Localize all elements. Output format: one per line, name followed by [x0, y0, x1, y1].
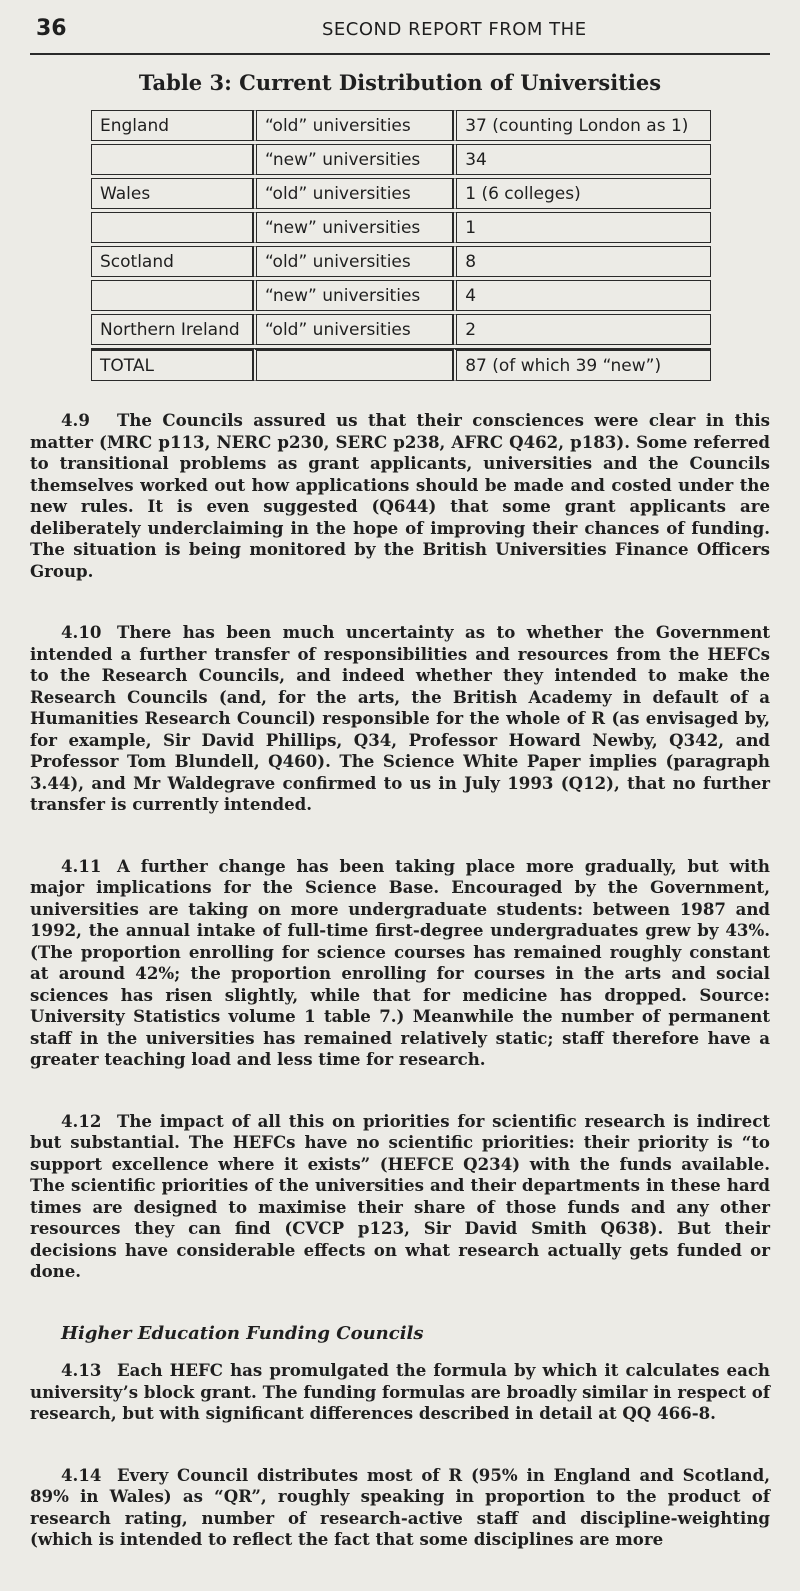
paragraph	[30, 856, 770, 1071]
paragraph	[30, 622, 770, 816]
count-cell: 4	[453, 280, 711, 311]
type-cell: “new” universities	[253, 212, 453, 243]
paragraph	[30, 1360, 770, 1425]
region-cell: Wales	[91, 178, 253, 209]
count-cell: 34	[453, 144, 711, 175]
paragraph-number: 4.9	[61, 410, 90, 430]
count-cell: 2	[453, 314, 711, 345]
region-cell: TOTAL	[91, 348, 253, 381]
running-head: SECOND REPORT FROM THE	[322, 19, 587, 40]
paragraph-number: 4.13	[61, 1360, 102, 1380]
count-cell: 87 (of which 39 “new”)	[453, 348, 711, 381]
count-cell: 37 (counting London as 1)	[453, 110, 711, 141]
paragraph-text: A further change has been taking place more gradually, but with major implications for the Science Base. Encouraged by the Government, universities are taking on more undergraduate students: between 1987 and 1992, the annual intake of full-time first-degree undergraduates grew by 43%. (The proportion enrolling for science courses has remained roughly constant at around 42%; the proportion enrolling for courses in the arts and social sciences has risen slightly, while that for medicine has dropped. Source: University Statistics volume 1 table 7.) Meanwhile the number of permanent staff in the universities has remained relatively static; staff therefore have a greater teaching load and less time for research.	[30, 855, 770, 1069]
type-cell: “new” universities	[253, 280, 453, 311]
table-row	[91, 280, 711, 311]
paragraph	[30, 1465, 770, 1551]
type-cell: “old” universities	[253, 178, 453, 209]
table-row	[91, 110, 711, 141]
paragraph-text: Each HEFC has promulgated the formula by which it calculates each university’s block grant. The funding formulas are broadly similar in respect of research, but with significant differences described in detail at QQ 466-8.	[30, 1360, 770, 1423]
region-cell	[91, 212, 253, 243]
header-rule	[30, 53, 770, 55]
type-cell: “old” universities	[253, 314, 453, 345]
count-cell: 1	[453, 212, 711, 243]
type-cell: “old” universities	[253, 110, 453, 141]
table-row	[91, 178, 711, 209]
region-cell	[91, 280, 253, 311]
paragraph-number: 4.10	[61, 622, 102, 642]
region-cell	[91, 144, 253, 175]
table-row	[91, 144, 711, 175]
section-heading: Higher Education Funding Councils	[61, 1322, 424, 1344]
paragraph-text: There has been much uncertainty as to whether the Government intended a further transfer of responsibilities and resources from the HEFCs to the Research Councils, and indeed whether they intended to make the Research Councils (and, for the arts, the British Academy in default of a Humanities Research Council) responsible for the whole of R (as envisaged by, for example, Sir David Phillips, Q34, Professor Howard Newby, Q342, and Professor Tom Blundell, Q460). The Science White Paper implies (paragraph 3.44), and Mr Waldegrave confirmed to us in July 1993 (Q12), that no further transfer is currently intended.	[30, 622, 770, 814]
paragraph-number: 4.12	[61, 1110, 102, 1131]
type-cell: “old” universities	[253, 246, 453, 277]
table-row	[91, 348, 711, 381]
paragraph-text: The Councils assured us that their consciences were clear in this matter (MRC p113, NERC p230, SERC p238, AFRC Q462, p183). Some referred to transitional problems as grant applicants, universities and the Councils themselves worked out how applications should be made and costed under the new rules. It is even suggested (Q644) that some grant applicants are deliberately underclaiming in the hope of improving their chances of funding. The situation is being monitored by the British Universities Finance Officers Group.	[30, 410, 770, 581]
region-cell: England	[91, 110, 253, 141]
region-cell: Northern Ireland	[91, 314, 253, 345]
page-number: 36	[36, 16, 67, 41]
paragraph	[30, 1111, 770, 1283]
body-text	[30, 410, 770, 1591]
table-row	[91, 246, 711, 277]
distribution-table	[91, 107, 711, 384]
paragraph-text: Every Council distributes most of R (95% in England and Scotland, 89% in Wales) as “QR”, roughly speaking in proportion to the product of research rating, number of research-active staff and discipline-weighting (which is intended to reflect the fact that some disciplines are more	[30, 1464, 770, 1549]
table-title: Table 3: Current Distribution of Universities	[138, 70, 662, 95]
type-cell	[253, 348, 453, 381]
paragraph-number: 4.11	[61, 855, 102, 876]
type-cell: “new” universities	[253, 144, 453, 175]
paragraph-number: 4.14	[61, 1464, 102, 1485]
count-cell: 1 (6 colleges)	[453, 178, 711, 209]
paragraph-text: The impact of all this on priorities for scientific research is indirect but substantial. The HEFCs have no scientific priorities: their priority is “to support excellence where it exists” (HEFCE Q234) with the funds available. The scientific priorities of the universities and their departments in these hard times are designed to maximise their share of those funds and any other resources they can find (CVCP p123, Sir David Smith Q638). But their decisions have considerable effects on what research actually gets funded or done.	[30, 1110, 770, 1281]
paragraph	[30, 410, 770, 582]
table-row	[91, 314, 711, 345]
page-header	[30, 8, 770, 44]
table-row	[91, 212, 711, 243]
count-cell: 8	[453, 246, 711, 277]
region-cell: Scotland	[91, 246, 253, 277]
